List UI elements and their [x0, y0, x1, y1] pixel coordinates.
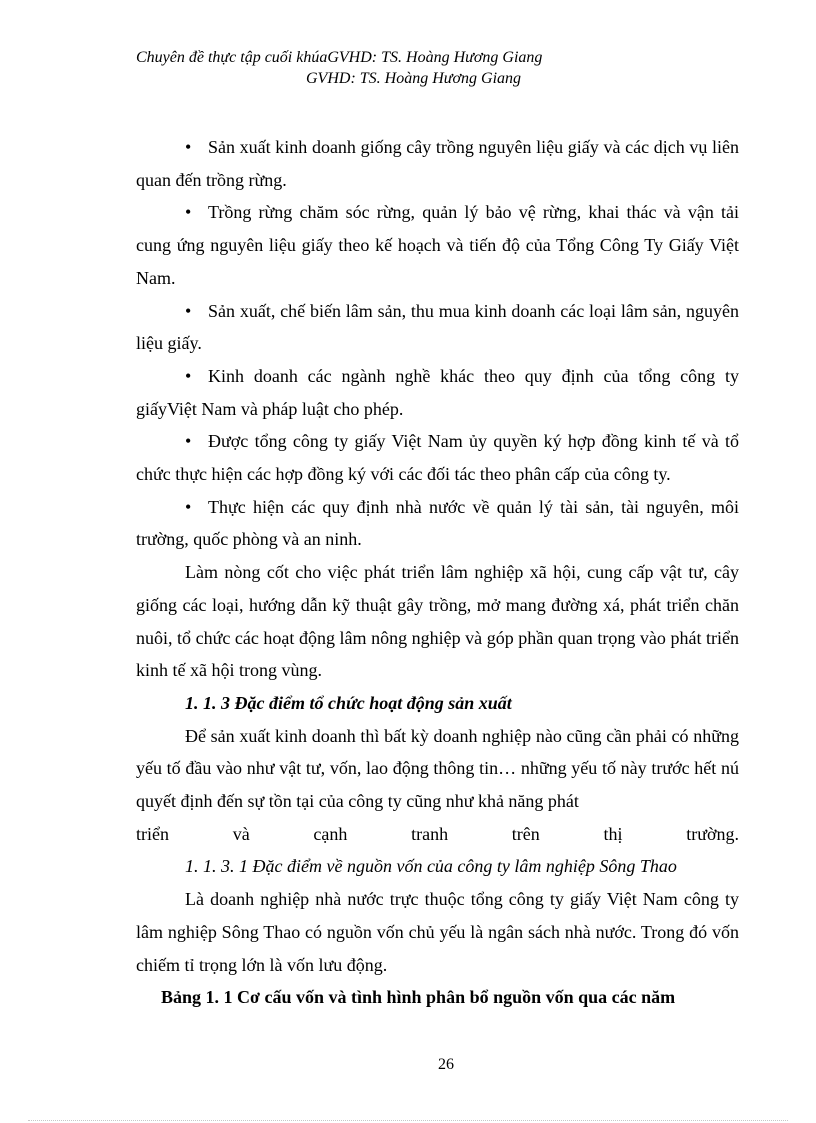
bullet-icon: •	[185, 496, 192, 517]
bullet-item	[136, 196, 739, 294]
bullet-text: Sản xuất kinh doanh giống cây trồng nguyên liệu giấy và các dịch vụ liên quan đến trồng rừng.	[136, 137, 739, 190]
bullet-item	[136, 131, 739, 196]
bullet-text: Kinh doanh các ngành nghề khác theo quy định của tổng công ty giấyViệt Nam và pháp luật cho phép.	[136, 365, 739, 419]
bullet-item	[136, 425, 739, 490]
footer-divider	[28, 1120, 788, 1121]
bullet-icon: •	[185, 300, 192, 321]
bullet-text: Được tổng công ty giấy Việt Nam ủy quyền ký hợp đồng kinh tế và tổ chức thực hiện các hợp đồng ký với các đối tác theo phân cấp của công ty.	[136, 431, 739, 485]
paragraph-core-role: Làm nòng cốt cho việc phát triển lâm nghiệp xã hội, cung cấp vật tư, cây giống các loại, hướng dẫn kỹ thuật gây trồng, mở mang đường xá, phát triển chăn nuôi, tổ chức các hoạt động lâm nông nghiệp và góp phần quan trọng vào phát triển kinh tế xã hội trong vùng.	[136, 562, 739, 681]
bullet-text: Trồng rừng chăm sóc rừng, quản lý bảo vệ rừng, khai thác và vận tải cung ứng nguyên liệu giấy theo kế hoạch và tiến độ của Tổng Công Ty Giấy Việt Nam.	[136, 202, 739, 288]
header-line-2: GVHD: TS. Hoàng Hương Giang	[306, 70, 522, 87]
paragraph-inputs-last-line: triển và cạnh tranh trên thị trường.	[136, 823, 739, 844]
bullet-icon: •	[185, 202, 192, 223]
paragraph-capital: Là doanh nghiệp nhà nước trực thuộc tổng công ty giấy Việt Nam công ty lâm nghiệp Sông Thao có nguồn vốn chủ yếu là ngân sách nhà nước. Trong đó vốn chiếm tỉ trọng lớn là vốn lưu động.	[136, 889, 739, 975]
bullet-icon: •	[185, 137, 192, 157]
subsection-heading-1-1-3-1: 1. 1. 3. 1 Đặc điểm về nguồn vốn của công ty lâm nghiệp Sông Thao	[185, 856, 677, 877]
header-line-1: Chuyên đề thực tập cuối khúaGVHD: TS. Hoàng Hương Giang	[136, 49, 543, 66]
bullet-item	[136, 295, 739, 360]
bullet-icon: •	[185, 365, 192, 386]
bullet-item	[136, 360, 739, 425]
section-heading-1-1-3: 1. 1. 3 Đặc điểm tổ chức hoạt động sản xuất	[185, 692, 512, 713]
document-body	[136, 131, 739, 1014]
page-number: 26	[438, 1056, 454, 1073]
bullet-text: Thực hiện các quy định nhà nước về quản lý tài sản, tài nguyên, môi trường, quốc phòng và an ninh.	[136, 496, 739, 550]
bullet-item	[136, 491, 739, 556]
bullet-text: Sản xuất, chế biến lâm sản, thu mua kinh doanh các loại lâm sản, nguyên liệu giấy.	[136, 300, 739, 354]
bullet-icon: •	[185, 431, 192, 452]
table-caption: Bảng 1. 1 Cơ cấu vốn và tình hình phân bổ nguồn vốn qua các năm	[161, 987, 676, 1008]
paragraph-inputs: Để sản xuất kinh doanh thì bất kỳ doanh nghiệp nào cũng cần phải có những yếu tố đầu vào như vật tư, vốn, lao động thông tin… những yếu tố này trước hết nú quyết định đến sự tồn tại của công ty cũng như khả năng phát	[136, 725, 739, 812]
